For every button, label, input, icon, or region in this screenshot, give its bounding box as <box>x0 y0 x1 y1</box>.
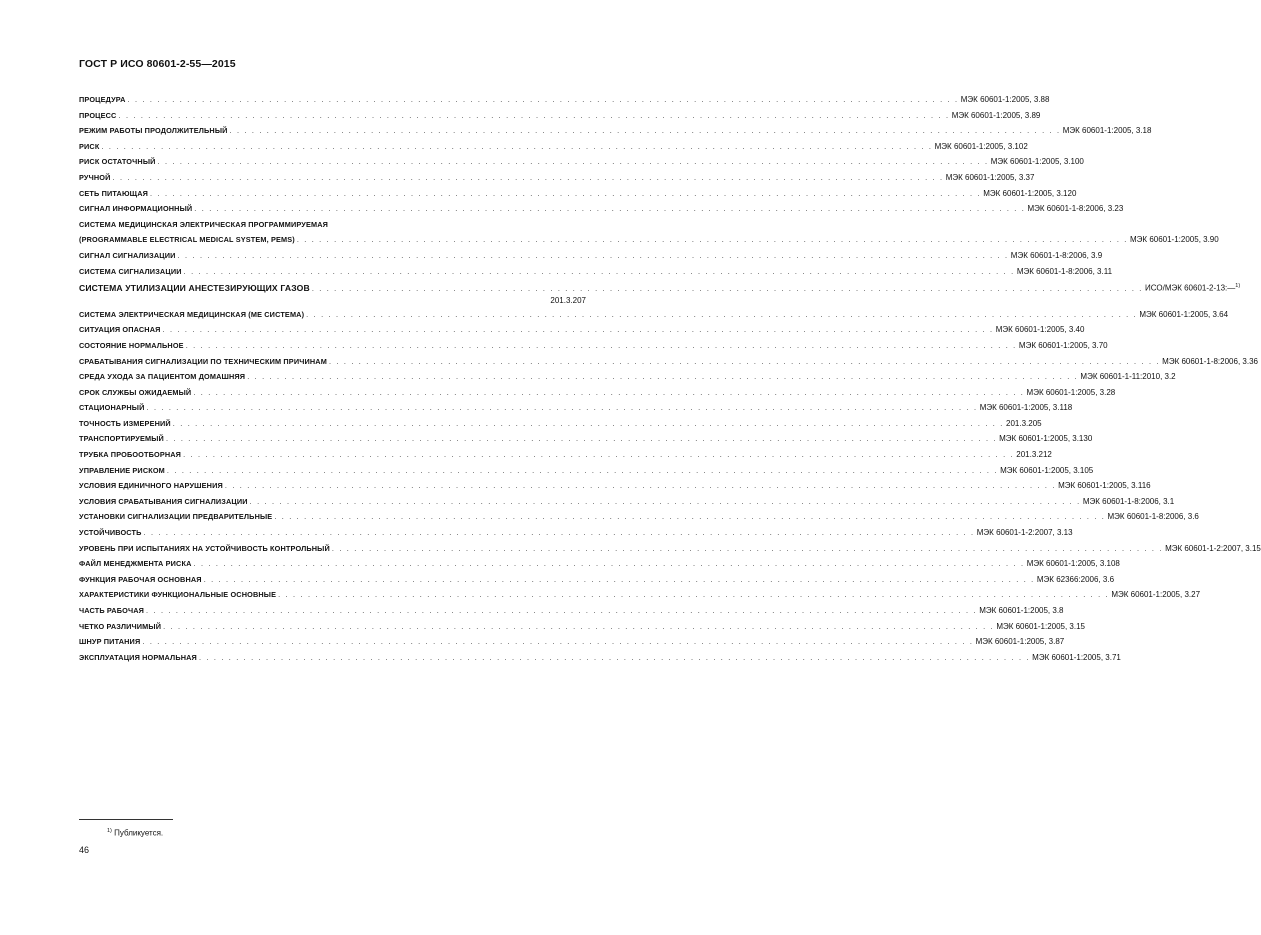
index-term: СИСТЕМА ЭЛЕКТРИЧЕСКАЯ МЕДИЦИНСКАЯ (МЕ СИСТЕМА) <box>79 309 305 319</box>
index-term: СИТУАЦИЯ ОПАСНАЯ <box>79 325 161 335</box>
leader-dots: . . . . . . . . . . . . . . . . . . . . . . . . . . . . . . . . . . . . . . . . . . . . . . . . . . . . . . . . . . . . . . . . . . . . . . . . . . . . . . . . . . . . . . . . . . . . . . . . . . . . . . . . . . . . . . . . <box>183 450 1015 460</box>
index-reference <box>983 186 1076 202</box>
index-reference <box>996 619 1085 635</box>
index-reference <box>1016 447 1052 463</box>
leader-dots: . . . . . . . . . . . . . . . . . . . . . . . . . . . . . . . . . . . . . . . . . . . . . . . . . . . . . . . . . . . . . . . . . . . . . . . . . . . . . . . . . . . . . . . . . . . . . . . . . . . . . . . . . . . . . . . . <box>274 512 1106 522</box>
index-term: РИСК ОСТАТОЧНЫЙ <box>79 157 156 167</box>
index-term: СИСТЕМА УТИЛИЗАЦИИ АНЕСТЕЗИРУЮЩИХ ГАЗОВ <box>79 282 310 293</box>
index-term: ЧАСТЬ РАБОЧАЯ <box>79 606 145 615</box>
leader-dots: . . . . . . . . . . . . . . . . . . . . . . . . . . . . . . . . . . . . . . . . . . . . . . . . . . . . . . . . . . . . . . . . . . . . . . . . . . . . . . . . . . . . . . . . . . . . . . . . . . . . . . . . . . . . . . . . <box>143 528 975 538</box>
index-entry <box>79 431 1093 447</box>
index-entry <box>79 338 1108 354</box>
index-term: СИСТЕМА МЕДИЦИНСКАЯ ЭЛЕКТРИЧЕСКАЯ ПРОГРАММИРУЕМАЯ <box>79 219 329 229</box>
index-entry <box>79 509 1199 525</box>
reference-text: МЭК 60601-1:2005, 3.18 <box>1062 126 1152 136</box>
index-reference <box>1006 416 1042 432</box>
index-entry <box>79 354 1258 370</box>
leader-dots: . . . . . . . . . . . . . . . . . . . . . . . . . . . . . . . . . . . . . . . . . . . . . . . . . . . . . . . . . . . . . . . . . . . . . . . . . . . . . . . . . . . . . . . . . . . . . . . . . . . . . . . . . . . . . . . . <box>229 126 1061 136</box>
index-entry <box>79 232 1219 248</box>
reference-text: МЭК 60601-1:2005, 3.37 <box>945 172 1035 182</box>
index-entry <box>79 322 1085 338</box>
reference-text: МЭК 60601-1-8:2006, 3.11 <box>1016 266 1113 276</box>
index-reference <box>946 170 1035 186</box>
index-reference <box>1063 123 1152 139</box>
index-term: РЕЖИМ РАБОТЫ ПРОДОЛЖИТЕЛЬНЫЙ <box>79 126 228 136</box>
leader-dots: . . . . . . . . . . . . . . . . . . . . . . . . . . . . . . . . . . . . . . . . . . . . . . . . . . . . . . . . . . . . . . . . . . . . . . . . . . . . . . . . . . . . . . . . . . . . . . . . . . . . . . . . . . . . . . . . <box>193 387 1025 397</box>
leader-dots: . . . . . . . . . . . . . . . . . . . . . . . . . . . . . . . . . . . . . . . . . . . . . . . . . . . . . . . . . . . . . . . . . . . . . . . . . . . . . . . . . . . . . . . . . . . . . . . . . . . . . . . . . . . . . . . . <box>118 110 950 120</box>
index-term: ПРОЦЕСС <box>79 110 117 120</box>
reference-text: МЭК 60601-1:2005, 3.70 <box>1018 340 1108 350</box>
index-entry <box>79 634 1065 650</box>
index-term: СТАЦИОНАРНЫЙ <box>79 403 145 413</box>
reference-text: МЭК 60601-1:2005, 3.118 <box>979 403 1073 413</box>
index-term: ЧЕТКО РАЗЛИЧИМЫЙ <box>79 621 162 631</box>
leader-dots: . . . . . . . . . . . . . . . . . . . . . . . . . . . . . . . . . . . . . . . . . . . . . . . . . . . . . . . . . . . . . . . . . . . . . . . . . . . . . . . . . . . . . . . . . . . . . . . . . . . . . . . . . . . . . . . . <box>331 543 1164 553</box>
leader-dots: . . . . . . . . . . . . . . . . . . . . . . . . . . . . . . . . . . . . . . . . . . . . . . . . . . . . . . . . . . . . . . . . . . . . . . . . . . . . . . . . . . . . . . . . . . . . . . . . . . . . . . . . . . . . . . . . <box>183 266 1015 276</box>
index-term: ТОЧНОСТЬ ИЗМЕРЕНИЙ <box>79 418 171 428</box>
index-reference-continuation: 201.3.207 <box>550 295 586 305</box>
index-term: СОСТОЯНИЕ НОРМАЛЬНОЕ <box>79 340 184 350</box>
leader-dots: . . . . . . . . . . . . . . . . . . . . . . . . . . . . . . . . . . . . . . . . . . . . . . . . . . . . . . . . . . . . . . . . . . . . . . . . . . . . . . . . . . . . . . . . . . . . . . . . . . . . . . . . . . . . . . . . <box>296 235 1129 245</box>
term-index <box>79 92 1261 665</box>
leader-dots: . . . . . . . . . . . . . . . . . . . . . . . . . . . . . . . . . . . . . . . . . . . . . . . . . . . . . . . . . . . . . . . . . . . . . . . . . . . . . . . . . . . . . . . . . . . . . . . . . . . . . . . . . . . . . . . . <box>185 340 1017 350</box>
index-entry <box>79 587 1201 603</box>
leader-dots: . . . . . . . . . . . . . . . . . . . . . . . . . . . . . . . . . . . . . . . . . . . . . . . . . . . . . . . . . . . . . . . . . . . . . . . . . . . . . . . . . . . . . . . . . . . . . . . . . . . . . . . . . . . . . . . . <box>166 465 999 475</box>
index-entry <box>79 264 1113 280</box>
leader-dots: . . . . . . . . . . . . . . . . . . . . . . . . . . . . . . . . . . . . . . . . . . . . . . . . . . . . . . . . . . . . . . . . . . . . . . . . . . . . . . . . . . . . . . . . . . . . . . . . . . . . . . . . . . . . . . . . <box>146 403 978 413</box>
index-entry <box>79 186 1077 202</box>
index-reference <box>1080 369 1175 385</box>
index-term: УСЛОВИЯ СРАБАТЫВАНИЯ СИГНАЛИЗАЦИИ <box>79 496 248 506</box>
leader-dots: . . . . . . . . . . . . . . . . . . . . . . . . . . . . . . . . . . . . . . . . . . . . . . . . . . . . . . . . . . . . . . . . . . . . . . . . . . . . . . . . . . . . . . . . . . . . . . . . . . . . . . . . . . . . . . . . <box>193 559 1025 569</box>
page-number: 46 <box>79 845 90 855</box>
index-entry <box>79 541 1261 557</box>
footnote-ref-marker: 1) <box>1235 283 1241 290</box>
index-entry <box>79 154 1084 170</box>
reference-text: МЭК 60601-1:2005, 3.88 <box>960 95 1050 104</box>
index-reference <box>1162 354 1258 370</box>
index-term: СРОК СЛУЖБЫ ОЖИДАЕМЫЙ <box>79 387 192 397</box>
leader-dots: . . . . . . . . . . . . . . . . . . . . . . . . . . . . . . . . . . . . . . . . . . . . . . . . . . . . . . . . . . . . . . . . . . . . . . . . . . . . . . . . . . . . . . . . . . . . . . . . . . . . . . . . . . . . . . . . <box>249 496 1081 506</box>
index-reference <box>1145 279 1240 296</box>
reference-text: МЭК 62366:2006, 3.6 <box>1036 574 1115 584</box>
index-reference <box>1037 572 1114 588</box>
leader-dots: . . . . . . . . . . . . . . . . . . . . . . . . . . . . . . . . . . . . . . . . . . . . . . . . . . . . . . . . . . . . . . . . . . . . . . . . . . . . . . . . . . . . . . . . . . . . . . . . . . . . . . . . . . . . . . . . <box>311 283 1144 293</box>
reference-text: МЭК 60601-1:2005, 3.87 <box>975 637 1065 647</box>
reference-text: МЭК 60601-1:2005, 3.108 <box>1026 559 1120 569</box>
leader-dots: . . . . . . . . . . . . . . . . . . . . . . . . . . . . . . . . . . . . . . . . . . . . . . . . . . . . . . . . . . . . . . . . . . . . . . . . . . . . . . . . . . . . . . . . . . . . . . . . . . . . . . . . . . . . . . . . <box>224 481 1057 491</box>
reference-text: МЭК 60601-1-11:2010, 3.2 <box>1080 372 1176 382</box>
index-term: ПРОЦЕДУРА <box>79 95 126 104</box>
index-reference <box>991 154 1084 170</box>
leader-dots: . . . . . . . . . . . . . . . . . . . . . . . . . . . . . . . . . . . . . . . . . . . . . . . . . . . . . . . . . . . . . . . . . . . . . . . . . . . . . . . . . . . . . . . . . . . . . . . . . . . . . . . . . . . . . . . . <box>198 652 1031 662</box>
reference-text: МЭК 60601-1:2005, 3.28 <box>1026 387 1116 397</box>
index-reference <box>1011 248 1102 264</box>
leader-dots: . . . . . . . . . . . . . . . . . . . . . . . . . . . . . . . . . . . . . . . . . . . . . . . . . . . . . . . . . . . . . . . . . . . . . . . . . . . . . . . . . . . . . . . . . . . . . . . . . . . . . . . . . . . . . . . . <box>162 325 994 335</box>
index-term: СРАБАТЫВАНИЯ СИГНАЛИЗАЦИИ ПО ТЕХНИЧЕСКИМ ПРИЧИНАМ <box>79 356 327 366</box>
index-reference <box>1111 587 1200 603</box>
index-reference <box>952 108 1041 124</box>
reference-text: МЭК 60601-1-8:2006, 3.23 <box>1027 204 1124 214</box>
reference-text: ИСО/МЭК 60601-2-13:— <box>1145 283 1236 293</box>
index-term: СИГНАЛ ИНФОРМАЦИОННЫЙ <box>79 204 193 214</box>
reference-text: МЭК 60601-1-8:2006, 3.9 <box>1010 250 1103 260</box>
reference-text: МЭК 60601-1:2005, 3.120 <box>983 188 1077 198</box>
index-term: УСЛОВИЯ ЕДИНИЧНОГО НАРУШЕНИЯ <box>79 481 223 491</box>
index-entry <box>79 525 1073 541</box>
reference-text: МЭК 60601-1:2005, 3.116 <box>1058 481 1151 491</box>
leader-dots: . . . . . . . . . . . . . . . . . . . . . . . . . . . . . . . . . . . . . . . . . . . . . . . . . . . . . . . . . . . . . . . . . . . . . . . . . . . . . . . . . . . . . . . . . . . . . . . . . . . . . . . . . . . . . . . . <box>127 95 959 104</box>
index-reference <box>999 431 1092 447</box>
index-entry <box>79 603 1064 619</box>
index-entry <box>79 217 586 233</box>
reference-text: МЭК 60601-1:2005, 3.89 <box>951 110 1041 120</box>
index-term: ХАРАКТЕРИСТИКИ ФУНКЦИОНАЛЬНЫЕ ОСНОВНЫЕ <box>79 590 277 600</box>
index-term: СРЕДА УХОДА ЗА ПАЦИЕНТОМ ДОМАШНЯЯ <box>79 372 246 382</box>
index-reference <box>979 603 1063 619</box>
index-reference <box>1027 385 1116 401</box>
leader-dots: . . . . . . . . . . . . . . . . . . . . . . . . . . . . . . . . . . . . . . . . . . . . . . . . . . . . . . . . . . . . . . . . . . . . . . . . . . . . . . . . . . . . . . . . . . . . . . . . . . . . . . . . . . . . . . . . <box>157 157 989 167</box>
index-reference <box>1058 478 1151 494</box>
index-entry <box>79 385 1116 401</box>
index-entry <box>79 279 1241 295</box>
reference-text: МЭК 60601-1:2005, 3.40 <box>995 325 1085 335</box>
index-reference <box>996 322 1085 338</box>
index-term: УРОВЕНЬ ПРИ ИСПЫТАНИЯХ НА УСТОЙЧИВОСТЬ КОНТРОЛЬНЫЙ <box>79 543 330 553</box>
leader-dots: . . . . . . . . . . . . . . . . . . . . . . . . . . . . . . . . . . . . . . . . . . . . . . . . . . . . . . . . . . . . . . . . . . . . . . . . . . . . . . . . . . . . . . . . . . . . . . . . . . . . . . . . . . . . . . . . <box>163 621 995 631</box>
index-entry <box>79 400 1073 416</box>
reference-text: МЭК 60601-1-2:2007, 3.13 <box>976 528 1073 538</box>
leader-dots: . . . . . . . . . . . . . . . . . . . . . . . . . . . . . . . . . . . . . . . . . . . . . . . . . . . . . . . . . . . . . . . . . . . . . . . . . . . . . . . . . . . . . . . . . . . . . . . . . . . . . . . . . . . . . . . . <box>306 309 1138 319</box>
reference-text: МЭК 60601-1:2005, 3.130 <box>999 434 1093 444</box>
index-term: ФУНКЦИЯ РАБОЧАЯ ОСНОВНАЯ <box>79 574 202 584</box>
index-term: ШНУР ПИТАНИЯ <box>79 637 141 647</box>
leader-dots: . . . . . . . . . . . . . . . . . . . . . . . . . . . . . . . . . . . . . . . . . . . . . . . . . . . . . . . . . . . . . . . . . . . . . . . . . . . . . . . . . . . . . . . . . . . . . . . . . . . . . . . . . . . . . . . . <box>194 204 1026 214</box>
index-reference <box>1019 338 1108 354</box>
index-entry <box>79 463 1094 479</box>
leader-dots: . . . . . . . . . . . . . . . . . . . . . . . . . . . . . . . . . . . . . . . . . . . . . . . . . . . . . . . . . . . . . . . . . . . . . . . . . . . . . . . . . . . . . . . . . . . . . . . . . . . . . . . . . . . . . . . . <box>142 637 974 647</box>
index-term: СИСТЕМА СИГНАЛИЗАЦИИ <box>79 266 182 276</box>
reference-text: МЭК 60601-1:2005, 3.27 <box>1111 590 1201 600</box>
index-entry <box>79 123 1152 139</box>
leader-dots: . . . . . . . . . . . . . . . . . . . . . . . . . . . . . . . . . . . . . . . . . . . . . . . . . . . . . . . . . . . . . . . . . . . . . . . . . . . . . . . . . . . . . . . . . . . . . . . . . . . . . . . . . . . . . . . . <box>150 188 982 198</box>
index-term: ТРУБКА ПРОБООТБОРНАЯ <box>79 450 182 460</box>
index-entry <box>79 139 1028 155</box>
reference-text: МЭК 60601-1:2005, 3.102 <box>934 141 1028 151</box>
leader-dots: . . . . . . . . . . . . . . . . . . . . . . . . . . . . . . . . . . . . . . . . . . . . . . . . . . . . . . . . . . . . . . . . . . . . . . . . . . . . . . . . . . . . . . . . . . . . . . . . . . . . . . . . . . . . . . . . <box>101 141 933 151</box>
index-entry <box>79 556 1120 572</box>
footnote-marker: 1) <box>107 828 112 834</box>
index-term: РИСК <box>79 141 100 151</box>
index-entry <box>79 108 1041 124</box>
reference-text: МЭК 60601-1-8:2006, 3.1 <box>1082 496 1175 506</box>
index-entry <box>79 248 1103 264</box>
index-term: СИГНАЛ СИГНАЛИЗАЦИИ <box>79 250 176 260</box>
index-reference <box>976 634 1065 650</box>
index-term: УПРАВЛЕНИЕ РИСКОМ <box>79 465 165 475</box>
reference-text: МЭК 60601-1:2005, 3.90 <box>1130 235 1219 245</box>
reference-text: МЭК 60601-1-8:2006, 3.36 <box>1162 356 1258 366</box>
index-reference <box>1165 541 1261 557</box>
index-entry <box>79 650 1121 666</box>
index-entry <box>79 572 1115 588</box>
leader-dots: . . . . . . . . . . . . . . . . . . . . . . . . . . . . . . . . . . . . . . . . . . . . . . . . . . . . . . . . . . . . . . . . . . . . . . . . . . . . . . . . . . . . . . . . . . . . . . . . . . . . . . . . . . . . . . . . <box>112 172 944 182</box>
footnote-rule <box>79 819 173 820</box>
index-reference <box>1139 307 1228 323</box>
reference-text: МЭК 60601-1:2005, 3.8 <box>979 606 1064 615</box>
index-reference <box>935 139 1028 155</box>
leader-dots: . . . . . . . . . . . . . . . . . . . . . . . . . . . . . . . . . . . . . . . . . . . . . . . . . . . . . . . . . . . . . . . . . . . . . . . . . . . . . . . . . . . . . . . . . . . . . . . . . . . . . . . . . . . . . . . . <box>328 356 1161 366</box>
leader-dots: . . . . . . . . . . . . . . . . . . . . . . . . . . . . . . . . . . . . . . . . . . . . . . . . . . . . . . . . . . . . . . . . . . . . . . . . . . . . . . . . . . . . . . . . . . . . . . . . . . . . . . . . . . . . . . . . <box>146 606 978 615</box>
index-reference <box>1032 650 1121 666</box>
index-entry <box>79 447 1052 463</box>
index-reference <box>1017 264 1112 280</box>
index-term: УСТАНОВКИ СИГНАЛИЗАЦИИ ПРЕДВАРИТЕЛЬНЫЕ <box>79 512 273 522</box>
index-term: СЕТЬ ПИТАЮЩАЯ <box>79 188 149 198</box>
index-reference <box>980 400 1073 416</box>
index-reference <box>1028 201 1124 217</box>
index-entry <box>79 201 1124 217</box>
leader-dots: . . . . . . . . . . . . . . . . . . . . . . . . . . . . . . . . . . . . . . . . . . . . . . . . . . . . . . . . . . . . . . . . . . . . . . . . . . . . . . . . . . . . . . . . . . . . . . . . . . . . . . . . . . . . . . . . <box>278 590 1110 600</box>
leader-dots: . . . . . . . . . . . . . . . . . . . . . . . . . . . . . . . . . . . . . . . . . . . . . . . . . . . . . . . . . . . . . . . . . . . . . . . . . . . . . . . . . . . . . . . . . . . . . . . . . . . . . . . . . . . . . . . . <box>203 574 1035 584</box>
index-reference <box>1083 494 1174 510</box>
reference-text: МЭК 60601-1:2005, 3.15 <box>996 621 1086 631</box>
index-reference <box>961 92 1050 108</box>
index-reference <box>1108 509 1199 525</box>
leader-dots: . . . . . . . . . . . . . . . . . . . . . . . . . . . . . . . . . . . . . . . . . . . . . . . . . . . . . . . . . . . . . . . . . . . . . . . . . . . . . . . . . . . . . . . . . . . . . . . . . . . . . . . . . . . . . . . . <box>172 418 1004 428</box>
page-header: ГОСТ Р ИСО 80601-2-55—2015 <box>79 58 236 70</box>
index-term: (PROGRAMMABLE ELECTRICAL MEDICAL SYSTEM, PEMS) <box>79 235 295 245</box>
reference-text: 201.3.212 <box>1016 450 1052 460</box>
index-entry <box>79 92 1050 108</box>
index-reference <box>1130 232 1219 248</box>
index-term: УСТОЙЧИВОСТЬ <box>79 528 142 538</box>
footnote <box>107 828 163 838</box>
index-term: ФАЙЛ МЕНЕДЖМЕНТА РИСКА <box>79 559 192 569</box>
index-entry <box>79 478 1151 494</box>
index-reference <box>977 525 1073 541</box>
index-entry <box>79 170 1035 186</box>
index-reference <box>1000 463 1093 479</box>
reference-text: МЭК 60601-1:2005, 3.64 <box>1139 309 1229 319</box>
index-entry <box>79 494 1175 510</box>
reference-text: МЭК 60601-1:2005, 3.105 <box>1000 465 1094 475</box>
reference-text: МЭК 60601-1-8:2006, 3.6 <box>1107 512 1199 522</box>
index-entry <box>79 307 1229 323</box>
footnote-text: Публикуется. <box>114 828 164 838</box>
index-reference <box>1027 556 1120 572</box>
reference-text: МЭК 60601-1-2:2007, 3.15 <box>1165 543 1261 553</box>
index-term: ТРАНСПОРТИРУЕМЫЙ <box>79 434 164 444</box>
reference-text: МЭК 60601-1:2005, 3.100 <box>990 157 1084 167</box>
index-entry <box>79 416 1042 432</box>
leader-dots: . . . . . . . . . . . . . . . . . . . . . . . . . . . . . . . . . . . . . . . . . . . . . . . . . . . . . . . . . . . . . . . . . . . . . . . . . . . . . . . . . . . . . . . . . . . . . . . . . . . . . . . . . . . . . . . . <box>177 250 1009 260</box>
index-entry <box>79 619 1086 635</box>
index-term: РУЧНОЙ <box>79 172 111 182</box>
leader-dots: . . . . . . . . . . . . . . . . . . . . . . . . . . . . . . . . . . . . . . . . . . . . . . . . . . . . . . . . . . . . . . . . . . . . . . . . . . . . . . . . . . . . . . . . . . . . . . . . . . . . . . . . . . . . . . . . <box>247 372 1079 382</box>
reference-text: 201.3.205 <box>1006 418 1042 428</box>
index-term: ЭКСПЛУАТАЦИЯ НОРМАЛЬНАЯ <box>79 652 197 662</box>
leader-dots: . . . . . . . . . . . . . . . . . . . . . . . . . . . . . . . . . . . . . . . . . . . . . . . . . . . . . . . . . . . . . . . . . . . . . . . . . . . . . . . . . . . . . . . . . . . . . . . . . . . . . . . . . . . . . . . . <box>165 434 998 444</box>
reference-text: МЭК 60601-1:2005, 3.71 <box>1032 652 1121 662</box>
index-entry <box>79 369 1176 385</box>
